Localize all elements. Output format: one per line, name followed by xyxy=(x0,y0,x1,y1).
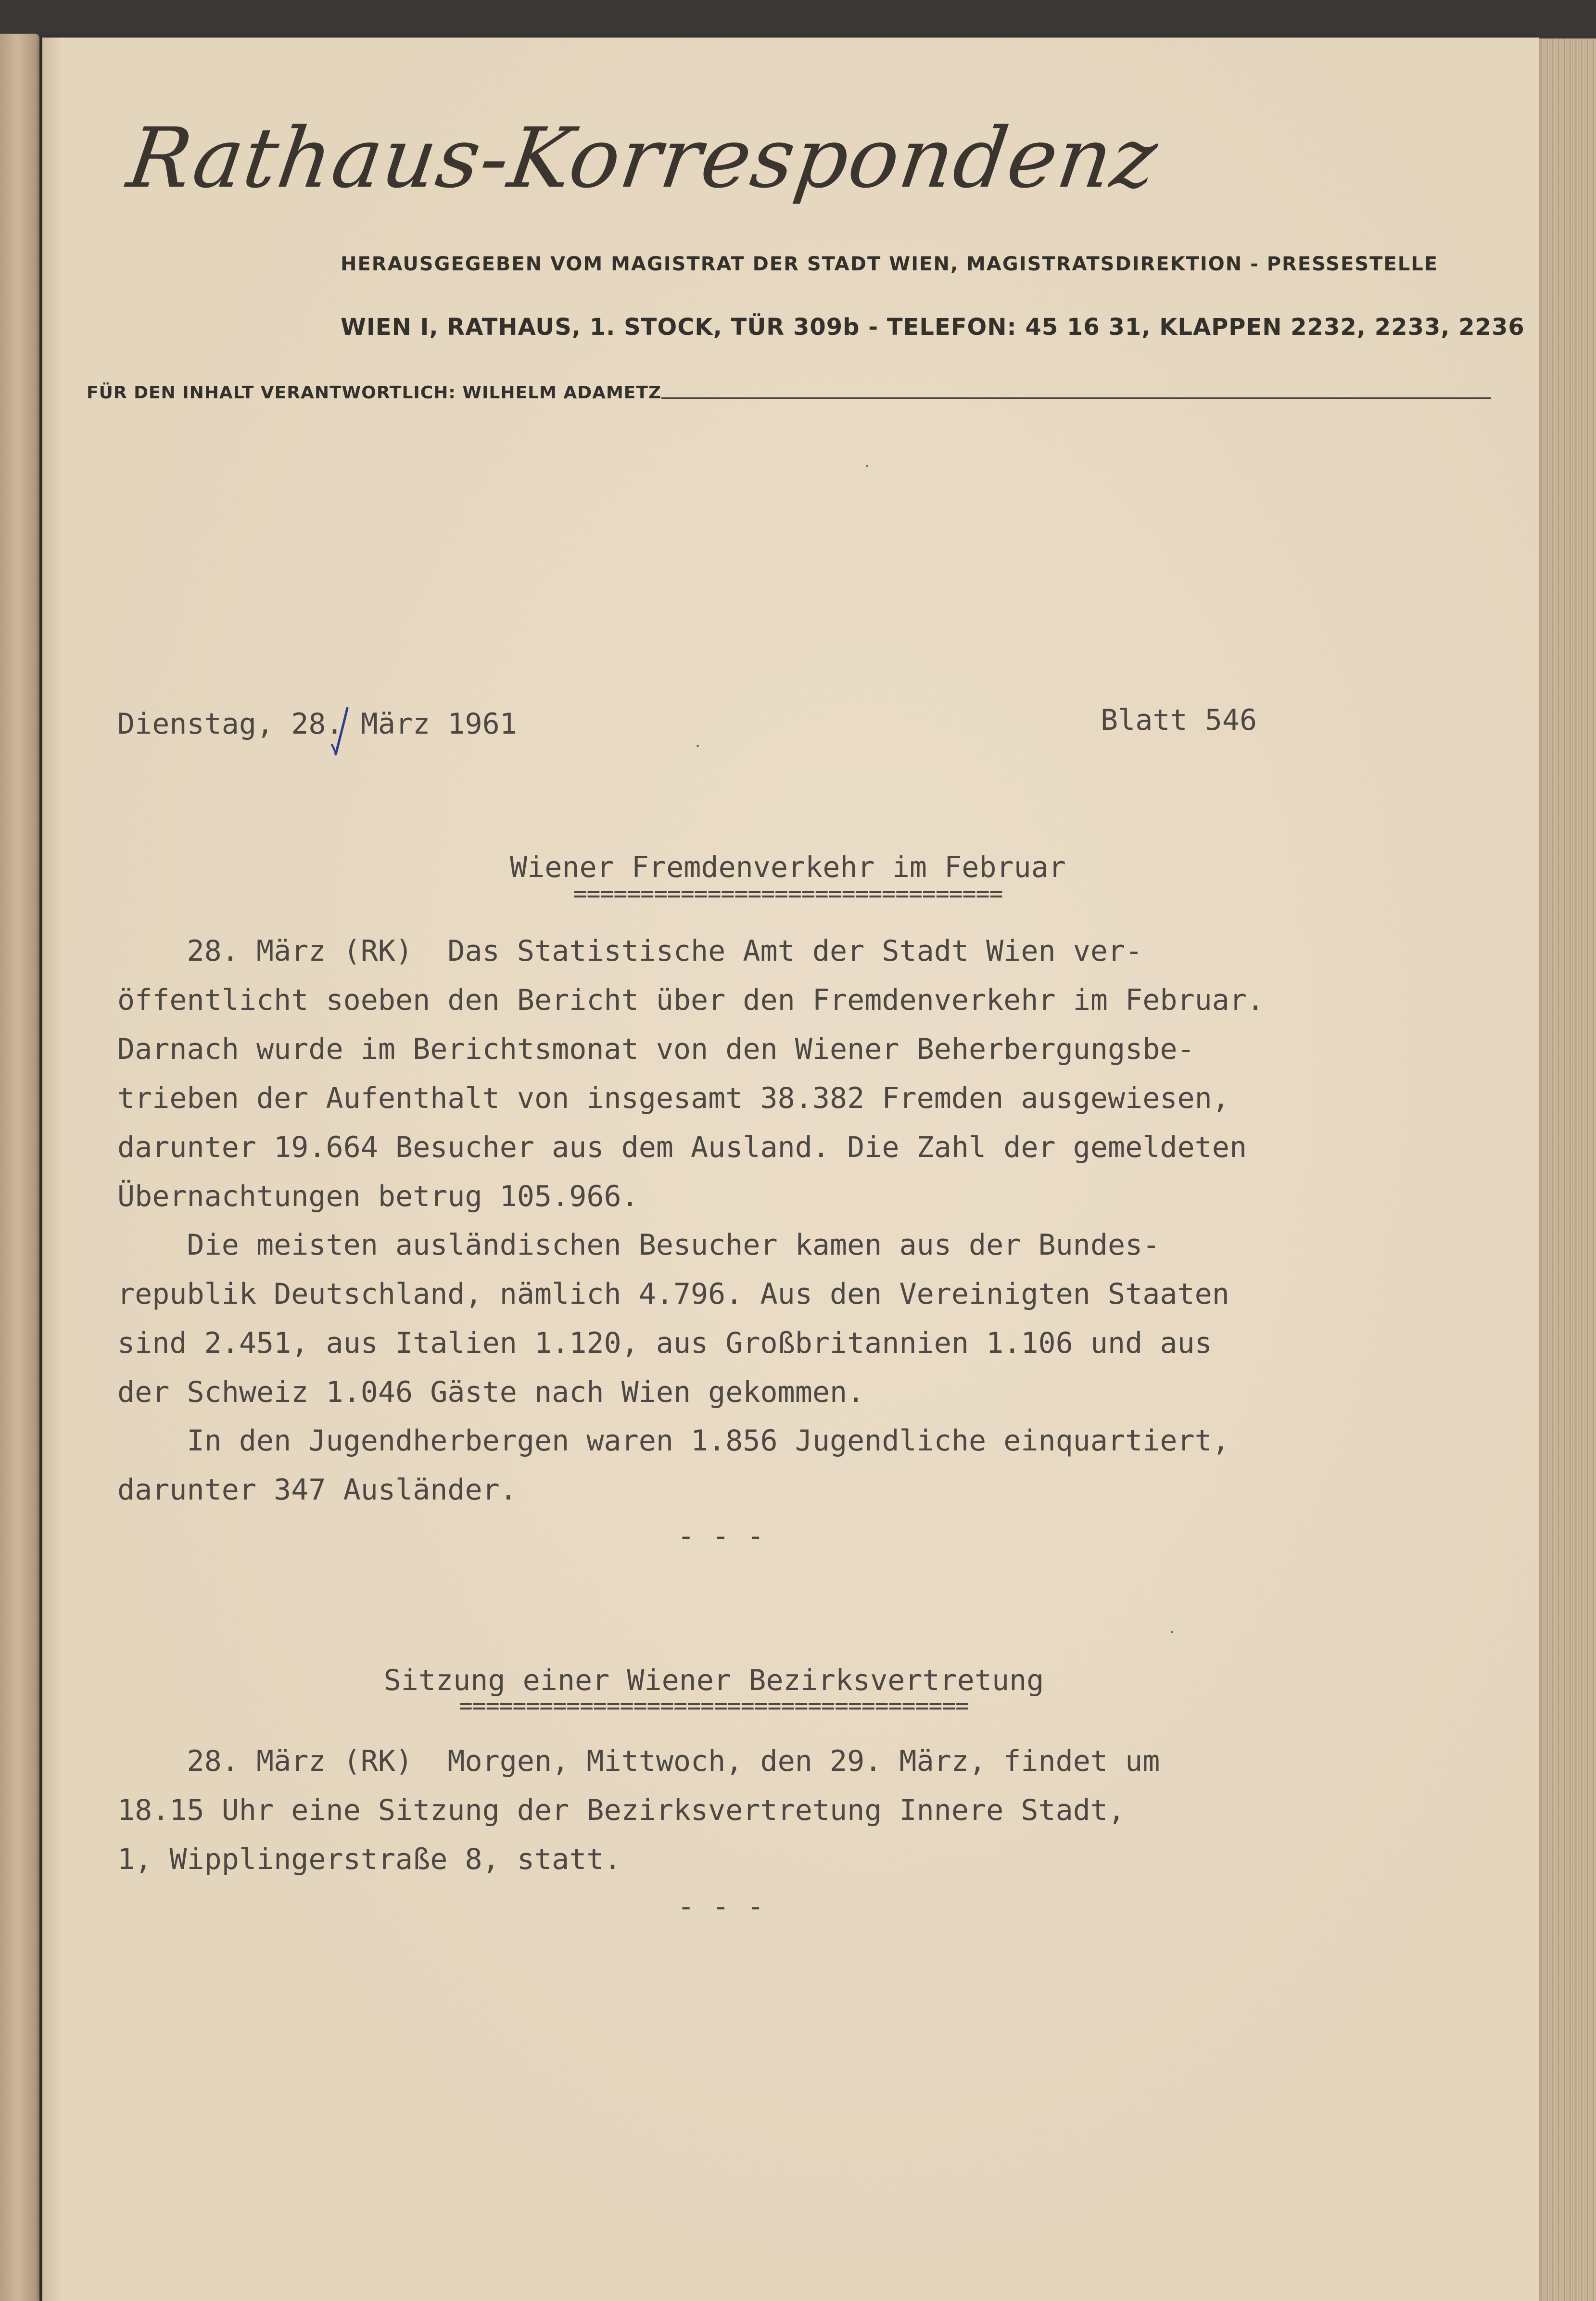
article-paragraph: Die meisten ausländischen Besucher kamen aus der Bundes- republik Deutschland, nämlich 4.796. Aus den Vereinigten Staaten sind 2.451, aus Italien 1.120, aus Großbritannien 1.106 und aus der Schweiz 1.046 Gäste nach Wien gekommen. xyxy=(117,1228,1229,1409)
article-paragraph: 28. März (RK) Morgen, Mittwoch, den 29. März, findet um 18.15 Uhr eine Sitzung der Bezirksvertretung Innere Stadt, 1, Wipplingerstraße 8, statt. xyxy=(117,1744,1160,1876)
heading-double-underline: ================================ xyxy=(573,880,1003,907)
article-paragraph: 28. März (RK) Das Statistische Amt der Stadt Wien ver- öffentlicht soeben den Bericht über den Fremdenverkehr im Februar. Darnach wurde im Berichtsmonat von den Wiener Beherbergungsbe- trieben der Aufenthalt von insgesamt 38.382 Fremden ausgewiesen, darunter 19.664 Besucher aus dem Ausland. Die Zahl der gemeldeten Übernachtungen betrug 105.966. xyxy=(117,934,1265,1213)
sheet-number: Blatt 546 xyxy=(1101,703,1257,737)
article-paragraph: In den Jugendherbergen waren 1.856 Jugendliche einquartiert, darunter 347 Ausländer. xyxy=(117,1424,1229,1507)
paper-speck xyxy=(697,745,699,747)
article-heading-tourism: Wiener Fremdenverkehr im Februar xyxy=(510,851,1066,884)
pen-tick-mark-icon xyxy=(331,706,350,759)
publisher-line: HERAUSGEGEBEN VOM MAGISTRAT DER STADT WIEN, MAGISTRATSDIREKTION - PRESSESTELLE xyxy=(341,253,1439,275)
article-heading-district-meeting: Sitzung einer Wiener Bezirksvertretung xyxy=(383,1664,1044,1697)
previous-page-edge xyxy=(0,34,39,2301)
page-stack-edge xyxy=(1538,38,1596,2301)
masthead-title: Rathaus-Korrespondenz xyxy=(122,110,1164,206)
responsible-editor-line: FÜR DEN INHALT VERANTWORTLICH: WILHELM ADAMETZ xyxy=(87,383,662,403)
paper-speck xyxy=(866,465,868,467)
heading-double-underline: ====================================== xyxy=(458,1692,969,1719)
responsible-row xyxy=(87,383,1491,403)
article-separator: - - - xyxy=(677,1519,764,1553)
header-rule xyxy=(661,397,1491,399)
address-line: WIEN I, RATHAUS, 1. STOCK, TÜR 309b - TELEFON: 45 16 31, KLAPPEN 2232, 2233, 2236 xyxy=(341,314,1525,341)
article-separator: - - - xyxy=(677,1890,764,1923)
paper-speck xyxy=(1171,1631,1173,1633)
document-page xyxy=(42,38,1539,2301)
dateline-date: Dienstag, 28. März 1961 xyxy=(117,707,517,741)
